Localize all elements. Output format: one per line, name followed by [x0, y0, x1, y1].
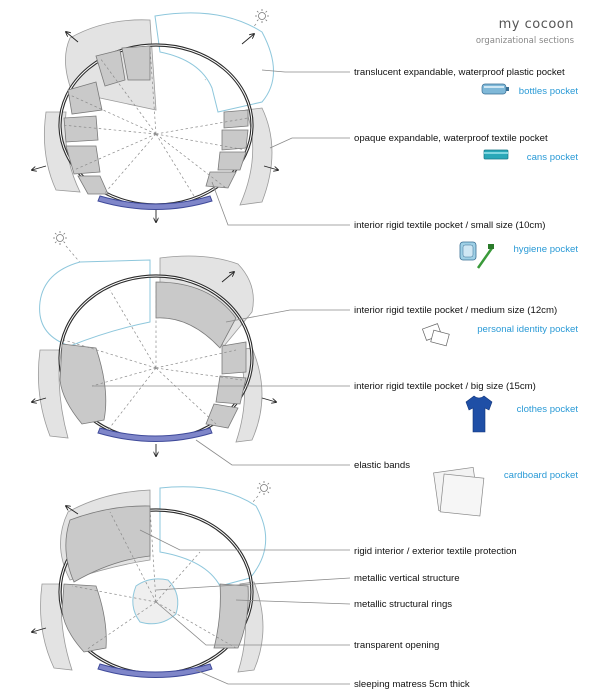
label-big-pocket: interior rigid textile pocket / big size (15cm)	[354, 381, 536, 392]
flap-translucent	[40, 260, 150, 346]
diagram-subtitle: organizational sections	[475, 36, 574, 46]
cocoon-section-3	[32, 481, 271, 678]
pocket-name-identity: personal identity pocket	[477, 324, 578, 335]
pocket-name-clothes: clothes pocket	[516, 404, 578, 415]
bottles-icon	[482, 84, 509, 94]
id-cards-icon	[422, 324, 449, 346]
sleeping-mattress-2	[98, 428, 212, 442]
hygiene-kit-icon	[460, 242, 494, 268]
cardboard-sheets-icon	[434, 467, 484, 516]
label-vertical-structure: metallic vertical structure	[354, 573, 460, 584]
pocket-name-hygiene: hygiene pocket	[513, 244, 578, 255]
sun-icon	[255, 9, 269, 23]
pocket-name-cardboard: cardboard pocket	[503, 470, 578, 481]
label-opaque-pocket: opaque expandable, waterproof textile pocket	[354, 133, 548, 144]
t-shirt-icon	[466, 396, 492, 432]
label-small-pocket: interior rigid textile pocket / small size (10cm)	[354, 220, 546, 231]
cans-icon	[484, 150, 508, 159]
cocoon-section-2	[32, 231, 276, 456]
sun-icon	[53, 231, 67, 245]
label-textile-protection: rigid interior / exterior textile protection	[354, 546, 517, 557]
pocket-name-bottles: bottles pocket	[518, 86, 578, 97]
label-sleeping-mattress: sleeping matress 5cm thick	[354, 679, 470, 690]
pocket-legend	[422, 84, 578, 516]
diagram-title: my cocoon	[498, 17, 574, 32]
sun-icon	[257, 481, 271, 495]
pocket-name-cans: cans pocket	[526, 152, 578, 163]
label-transparent-opening: transparent opening	[354, 640, 440, 651]
label-translucent-pocket: translucent expandable, waterproof plastic pocket	[354, 67, 565, 78]
label-medium-pocket: interior rigid textile pocket / medium size (12cm)	[354, 305, 558, 316]
label-structural-rings: metallic structural rings	[354, 599, 453, 610]
cocoon-section-1	[32, 9, 278, 222]
label-elastic-bands: elastic bands	[354, 460, 410, 471]
